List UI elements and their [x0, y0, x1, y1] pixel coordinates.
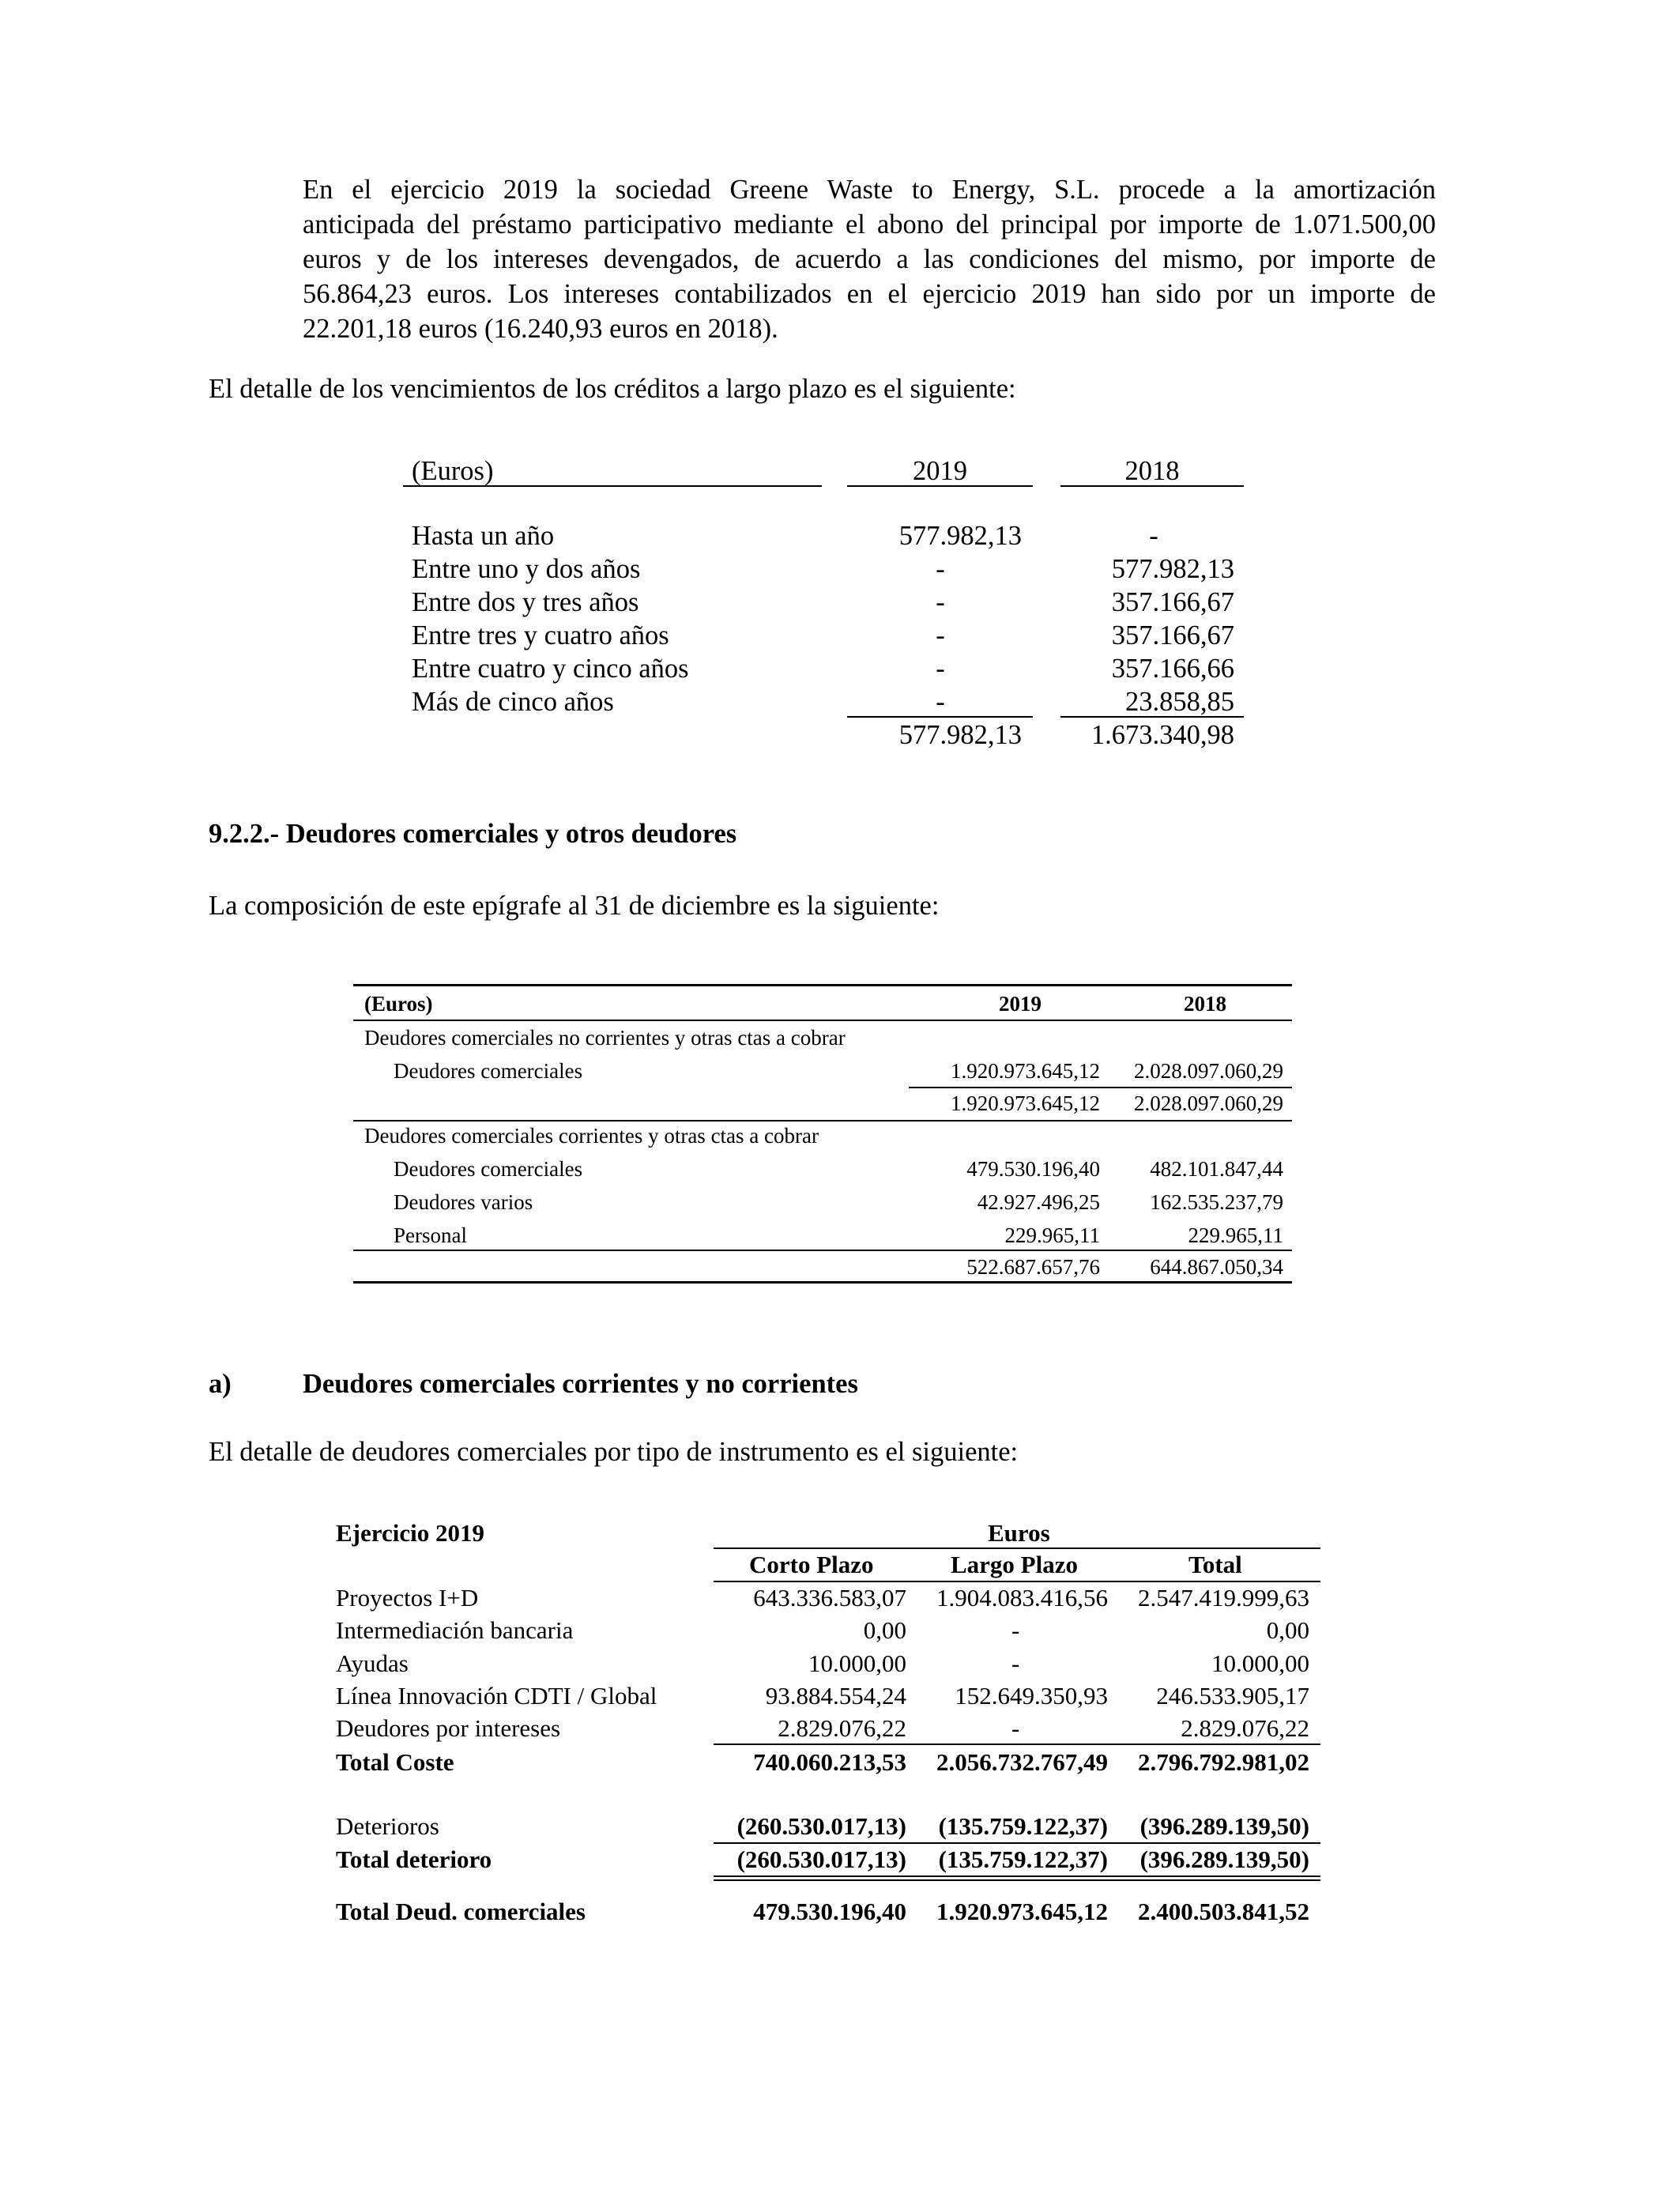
row-label: Deudores por intereses [336, 1714, 561, 1742]
column-header-label: (Euros) [364, 992, 433, 1016]
value-corto: 93.884.554,24 [765, 1682, 906, 1710]
row-label: Intermediación bancaria [336, 1616, 574, 1644]
row-label: Deudores varios [394, 1190, 533, 1214]
value-corto: 2.829.076,22 [778, 1714, 906, 1742]
total-coste-total: 2.796.792.981,02 [1138, 1748, 1309, 1776]
value-2018: 357.166,67 [1111, 620, 1234, 650]
column-header-corto: Corto Plazo [749, 1551, 874, 1578]
top-rule [353, 984, 1292, 986]
row-label: Entre dos y tres años [412, 587, 639, 617]
value-total: 0,00 [1266, 1616, 1309, 1644]
subtotal-2019: 522.687.657,76 [966, 1255, 1100, 1279]
row-label: Personal [394, 1223, 467, 1247]
total-2018: 1.673.340,98 [1090, 720, 1234, 750]
value-total: 2.829.076,22 [1181, 1714, 1309, 1742]
value-corto: 10.000,00 [808, 1649, 906, 1677]
header-rule [1060, 485, 1244, 487]
row-label: Entre tres y cuatro años [412, 620, 669, 650]
total-deud-largo: 1.920.973.645,12 [936, 1898, 1108, 1925]
column-header-2018: 2018 [1184, 992, 1226, 1016]
value-2019: 577.982,13 [898, 521, 1022, 551]
total-deud-label: Total Deud. comerciales [336, 1898, 586, 1925]
row-label: Entre cuatro y cinco años [412, 654, 689, 684]
group-title: Deudores comerciales corrientes y otras ctas a cobrar [364, 1124, 819, 1148]
column-header-2019: 2019 [913, 456, 967, 486]
total-2019: 577.982,13 [898, 720, 1022, 750]
total-coste-largo: 2.056.732.767,49 [936, 1748, 1108, 1776]
maturity-intro: El detalle de los vencimientos de los créditos a largo plazo es el siguiente: [209, 374, 1016, 404]
value-2019: - [936, 587, 945, 617]
total-deud-total: 2.400.503.841,52 [1138, 1898, 1309, 1925]
subtotal-rule [909, 1087, 1292, 1088]
value-largo: 152.649.350,93 [955, 1682, 1108, 1710]
paragraph-line: 22.201,18 euros (16.240,93 euros en 2018). [303, 314, 778, 344]
header-rule [353, 1020, 1292, 1021]
value-2019: 42.927.496,25 [977, 1190, 1100, 1214]
value-largo: - [1011, 1714, 1020, 1742]
section-heading: Deudores comerciales corrientes y no corrientes [303, 1369, 858, 1399]
row-label: Ayudas [336, 1649, 409, 1677]
subtotal-rule [353, 1250, 1292, 1251]
value-2019: - [936, 654, 945, 684]
paragraph-line: En el ejercicio 2019 la sociedad Greene Waste to Energy, S.L. procede a la amortización [303, 175, 1436, 205]
paragraph-line: euros y de los intereses devengados, de acuerdo a las condiciones del mismo, por importe de [303, 244, 1436, 274]
column-header-total: Total [1188, 1551, 1242, 1578]
group-title: Deudores comerciales no corrientes y otras ctas a cobrar [364, 1026, 846, 1050]
value-2019: 479.530.196,40 [966, 1157, 1100, 1181]
column-header-2018: 2018 [1124, 456, 1180, 486]
subtotal-2018: 644.867.050,34 [1150, 1255, 1283, 1279]
double-rule-top [714, 1875, 1320, 1877]
value-corto: 643.336.583,07 [753, 1584, 906, 1612]
total-deterioro-total: (396.289.139,50) [1139, 1845, 1309, 1873]
row-label: Proyectos I+D [336, 1584, 479, 1612]
subtotal-2018: 2.028.097.060,29 [1134, 1091, 1283, 1115]
deterioros-corto: (260.530.017,13) [736, 1812, 906, 1840]
value-2018: - [1149, 521, 1158, 551]
intro-paragraph [303, 172, 1436, 346]
table-title: Ejercicio 2019 [336, 1519, 484, 1547]
total-deterioro-largo: (135.759.122,37) [938, 1845, 1108, 1873]
value-largo: - [1011, 1616, 1020, 1644]
value-2019: 229.965,11 [1004, 1223, 1100, 1247]
deterioros-label: Deterioros [336, 1812, 439, 1840]
value-2019: 1.920.973.645,12 [951, 1059, 1100, 1083]
column-header-largo: Largo Plazo [951, 1551, 1078, 1578]
value-total: 2.547.419.999,63 [1138, 1584, 1309, 1612]
total-deud-corto: 479.530.196,40 [753, 1898, 906, 1925]
header-rule [847, 485, 1033, 487]
value-2018: 229.965,11 [1188, 1223, 1283, 1247]
row-label: Entre uno y dos años [412, 554, 641, 584]
row-label: Deudores comerciales [394, 1059, 583, 1083]
value-2018: 162.535.237,79 [1150, 1190, 1283, 1214]
subtotal-2019: 1.920.973.645,12 [951, 1091, 1100, 1115]
double-rule-bottom [714, 1879, 1320, 1881]
value-largo: 1.904.083.416,56 [936, 1584, 1108, 1612]
total-deterioro-label: Total deterioro [336, 1845, 492, 1873]
value-total: 246.533.905,17 [1156, 1682, 1309, 1710]
section-intro: El detalle de deudores comerciales por tipo de instrumento es el siguiente: [209, 1437, 1019, 1467]
value-corto: 0,00 [863, 1616, 906, 1644]
section-intro: La composición de este epígrafe al 31 de diciembre es la siguiente: [209, 891, 940, 921]
value-2019: - [936, 554, 945, 584]
group-header: Euros [988, 1519, 1050, 1547]
value-2019: - [936, 620, 945, 650]
value-total: 10.000,00 [1211, 1649, 1309, 1677]
row-label: Más de cinco años [412, 687, 614, 717]
deterioros-total: (396.289.139,50) [1139, 1812, 1309, 1840]
row-label: Deudores comerciales [394, 1157, 583, 1181]
value-2018: 577.982,13 [1111, 554, 1234, 584]
value-2019: - [936, 687, 945, 717]
total-coste-label: Total Coste [336, 1748, 454, 1776]
column-header-2019: 2019 [999, 992, 1042, 1016]
value-2018: 23.858,85 [1125, 687, 1234, 717]
section-heading: 9.2.2.- Deudores comerciales y otros deudores [209, 819, 737, 849]
value-largo: - [1011, 1649, 1020, 1677]
value-2018: 2.028.097.060,29 [1134, 1059, 1283, 1083]
column-header-label: (Euros) [412, 456, 494, 486]
paragraph-line: anticipada del préstamo participativo mediante el abono del principal por importe de 1.071.500,00 [303, 209, 1436, 239]
row-label: Línea Innovación CDTI / Global [336, 1682, 657, 1710]
row-label: Hasta un año [412, 521, 555, 551]
header-rule [403, 485, 822, 487]
value-2018: 357.166,66 [1111, 654, 1234, 684]
value-2018: 482.101.847,44 [1150, 1157, 1283, 1181]
deterioros-largo: (135.759.122,37) [938, 1812, 1108, 1840]
paragraph-line: 56.864,23 euros. Los intereses contabilizados en el ejercicio 2019 han sido por un importe de [303, 279, 1436, 309]
section-marker: a) [209, 1369, 232, 1399]
value-2018: 357.166,67 [1111, 587, 1234, 617]
total-deterioro-corto: (260.530.017,13) [736, 1845, 906, 1873]
total-coste-corto: 740.060.213,53 [753, 1748, 906, 1776]
total-rule [714, 1744, 1320, 1745]
bottom-rule [353, 1281, 1292, 1284]
